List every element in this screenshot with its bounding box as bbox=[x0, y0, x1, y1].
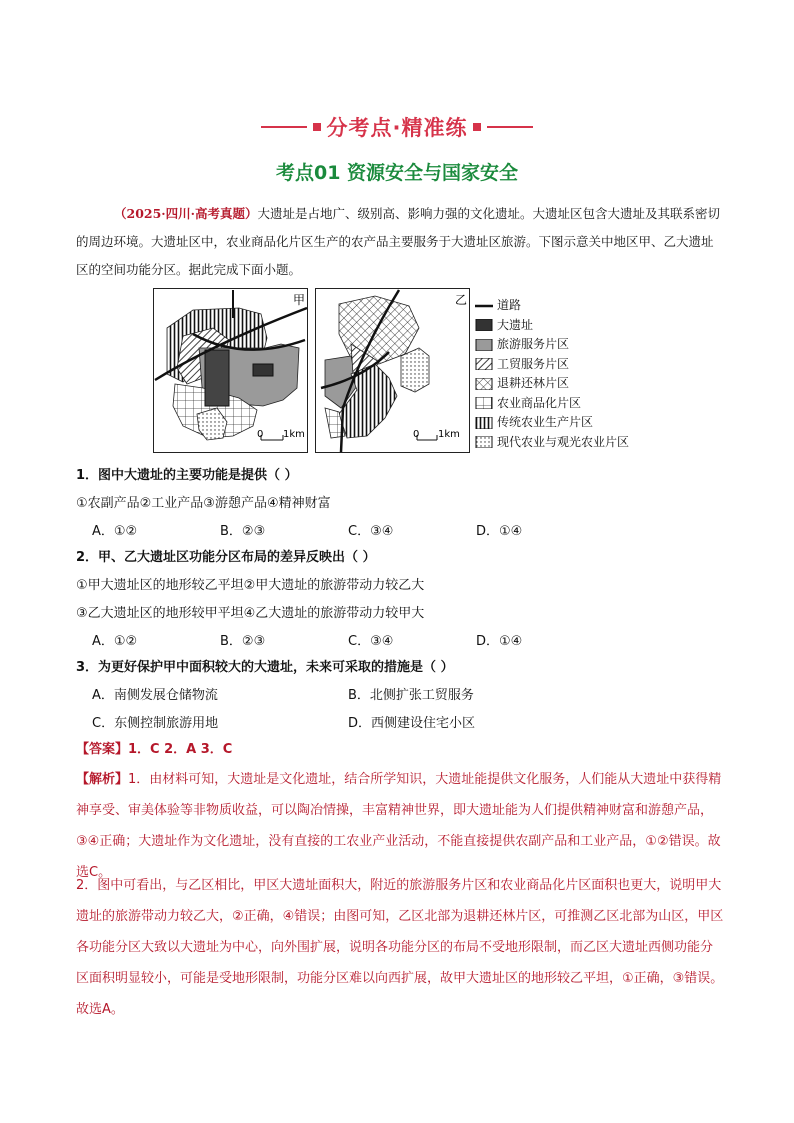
option-d[interactable]: D．西侧建设住宅小区 bbox=[348, 716, 476, 731]
intro-text: 大遗址是占地广、级别高、影响力强的文化遗址。大遗址区包含大遗址及其联系密切的周边环境。大遗址区中，农业商品化片区生产的农产品主要服务于大遗址区旅游。下图示意关中地区甲、乙大遗址区的空间功能分区。据此完成下面小题。 bbox=[76, 206, 721, 277]
legend-modern-agri-swatch bbox=[475, 436, 493, 448]
header-right-line bbox=[487, 126, 533, 128]
legend-item-site bbox=[475, 316, 629, 336]
map-legend bbox=[475, 296, 629, 452]
map-jia bbox=[154, 289, 308, 453]
legend-item-road bbox=[475, 296, 629, 316]
legend-tourism-swatch bbox=[475, 339, 493, 351]
header-left-square bbox=[313, 123, 321, 131]
question-options bbox=[76, 710, 724, 738]
option-d[interactable]: D．①④ bbox=[476, 634, 523, 649]
answer-values: 1．C 2．A 3．C bbox=[128, 742, 233, 757]
legend-label: 道路 bbox=[497, 298, 522, 312]
option-a[interactable]: A．南侧发展仓储物流 bbox=[92, 688, 218, 703]
option-c[interactable]: C．③④ bbox=[348, 524, 394, 539]
question-options bbox=[76, 628, 724, 656]
map-yi-scale-unit: 1km bbox=[438, 429, 460, 440]
header-right-square bbox=[473, 123, 481, 131]
question-2 bbox=[76, 544, 724, 656]
question-stem: 2．甲、乙大遗址区功能分区布局的差异反映出（ ） bbox=[76, 550, 376, 565]
explanation-text: 2．图中可看出，与乙区相比，甲区大遗址面积大，附近的旅游服务片区和农业商品化片区面积也更大，说明甲大遗址的旅游带动力较乙大，②正确，④错误；由图可知，乙区北部为退耕还林片区，可推测乙区北部为山区，甲区各功能分区大致以大遗址为中心，向外围扩展，说明各功能分区的布局不受地形限制，而乙区大遗址西侧功能分区面积明显较小，可能是受地形限制，功能分区难以向西扩展，故甲大遗址区的地形较乙平坦，①正确，③错误。故选A。 bbox=[76, 878, 724, 1017]
legend-agri-commercial-swatch bbox=[475, 397, 493, 409]
map-jia-scale-unit: 1km bbox=[283, 429, 305, 440]
option-d[interactable]: D．①④ bbox=[476, 524, 523, 539]
map-jia-scale-zero: 0 bbox=[257, 429, 264, 440]
question-stem: 1．图中大遗址的主要功能是提供（ ） bbox=[76, 468, 298, 483]
legend-site-swatch bbox=[475, 319, 493, 331]
intro-paragraph bbox=[76, 200, 724, 284]
legend-item-tourism bbox=[475, 335, 629, 355]
legend-item-industry bbox=[475, 355, 629, 375]
legend-label: 现代农业与观光农业片区 bbox=[497, 434, 630, 449]
legend-road-swatch bbox=[475, 301, 493, 311]
legend-item-agri-commercial bbox=[475, 394, 629, 414]
legend-label: 退耕还林片区 bbox=[497, 376, 570, 390]
map-yi-label: 乙 bbox=[455, 293, 468, 307]
map-yi-scale-zero: 0 bbox=[413, 429, 420, 440]
explanation-text: 1．由材料可知，大遗址是文化遗址，结合所学知识，大遗址能提供文化服务，人们能从大遗址中获得精神享受、审美体验等非物质收益，可以陶冶情操，丰富精神世界，即大遗址能为人们提供精神财富和游憩产品，③④正确；大遗址作为文化遗址，没有直接的工农业产业活动，不能直接提供农副产品和工业产品，①②错误。故选C。 bbox=[76, 772, 722, 880]
option-a[interactable]: A．①② bbox=[92, 524, 138, 539]
topic-title: 考点01 资源安全与国家安全 bbox=[275, 162, 519, 184]
question-stem: 3．为更好保护甲中面积较大的大遗址，未来可采取的措施是（ ） bbox=[76, 660, 454, 675]
question-statements: ①甲大遗址区的地形较乙平坦②甲大遗址的旅游带动力较乙大 bbox=[76, 578, 425, 593]
answer-label: 【答案】 bbox=[76, 742, 129, 757]
legend-label: 农业商品化片区 bbox=[497, 395, 582, 410]
question-statements: ③乙大遗址区的地形较甲平坦④乙大遗址的旅游带动力较甲大 bbox=[76, 606, 425, 621]
legend-label: 传统农业生产片区 bbox=[497, 415, 594, 429]
legend-item-reforestation bbox=[475, 374, 629, 394]
answer-line bbox=[76, 736, 724, 764]
legend-item-traditional bbox=[475, 413, 629, 433]
question-3 bbox=[76, 654, 724, 738]
explanation-2 bbox=[76, 870, 724, 1025]
map-yi bbox=[316, 289, 470, 453]
jia-small-site bbox=[253, 364, 273, 376]
section-title: 分考点·精准练 bbox=[326, 116, 468, 140]
question-options bbox=[76, 518, 724, 546]
function-zone-map bbox=[153, 288, 475, 453]
option-b[interactable]: B．②③ bbox=[220, 524, 266, 539]
header-left-line bbox=[261, 126, 307, 128]
question-1 bbox=[76, 462, 724, 546]
section-header bbox=[0, 112, 794, 142]
question-options bbox=[76, 682, 724, 710]
legend-reforestation-swatch bbox=[475, 378, 493, 390]
option-c[interactable]: C．东侧控制旅游用地 bbox=[92, 716, 219, 731]
question-statements: ①农副产品②工业产品③游憩产品④精神财富 bbox=[76, 496, 331, 511]
source-label: （2025·四川·高考真题） bbox=[114, 206, 258, 221]
map-jia-label: 甲 bbox=[293, 293, 306, 307]
option-b[interactable]: B．②③ bbox=[220, 634, 266, 649]
legend-item-modern-agri bbox=[475, 433, 629, 453]
jia-large-site bbox=[205, 350, 229, 406]
legend-label: 工贸服务片区 bbox=[497, 356, 570, 371]
yi-modern-agri-zone bbox=[401, 348, 429, 392]
option-a[interactable]: A．①② bbox=[92, 634, 138, 649]
option-b[interactable]: B．北侧扩张工贸服务 bbox=[348, 688, 474, 703]
legend-label: 大遗址 bbox=[497, 317, 534, 332]
legend-label: 旅游服务片区 bbox=[497, 337, 570, 351]
legend-traditional-swatch bbox=[475, 417, 493, 429]
option-c[interactable]: C．③④ bbox=[348, 634, 394, 649]
legend-industry-swatch bbox=[475, 358, 493, 370]
explanation-label: 【解析】 bbox=[76, 772, 129, 787]
